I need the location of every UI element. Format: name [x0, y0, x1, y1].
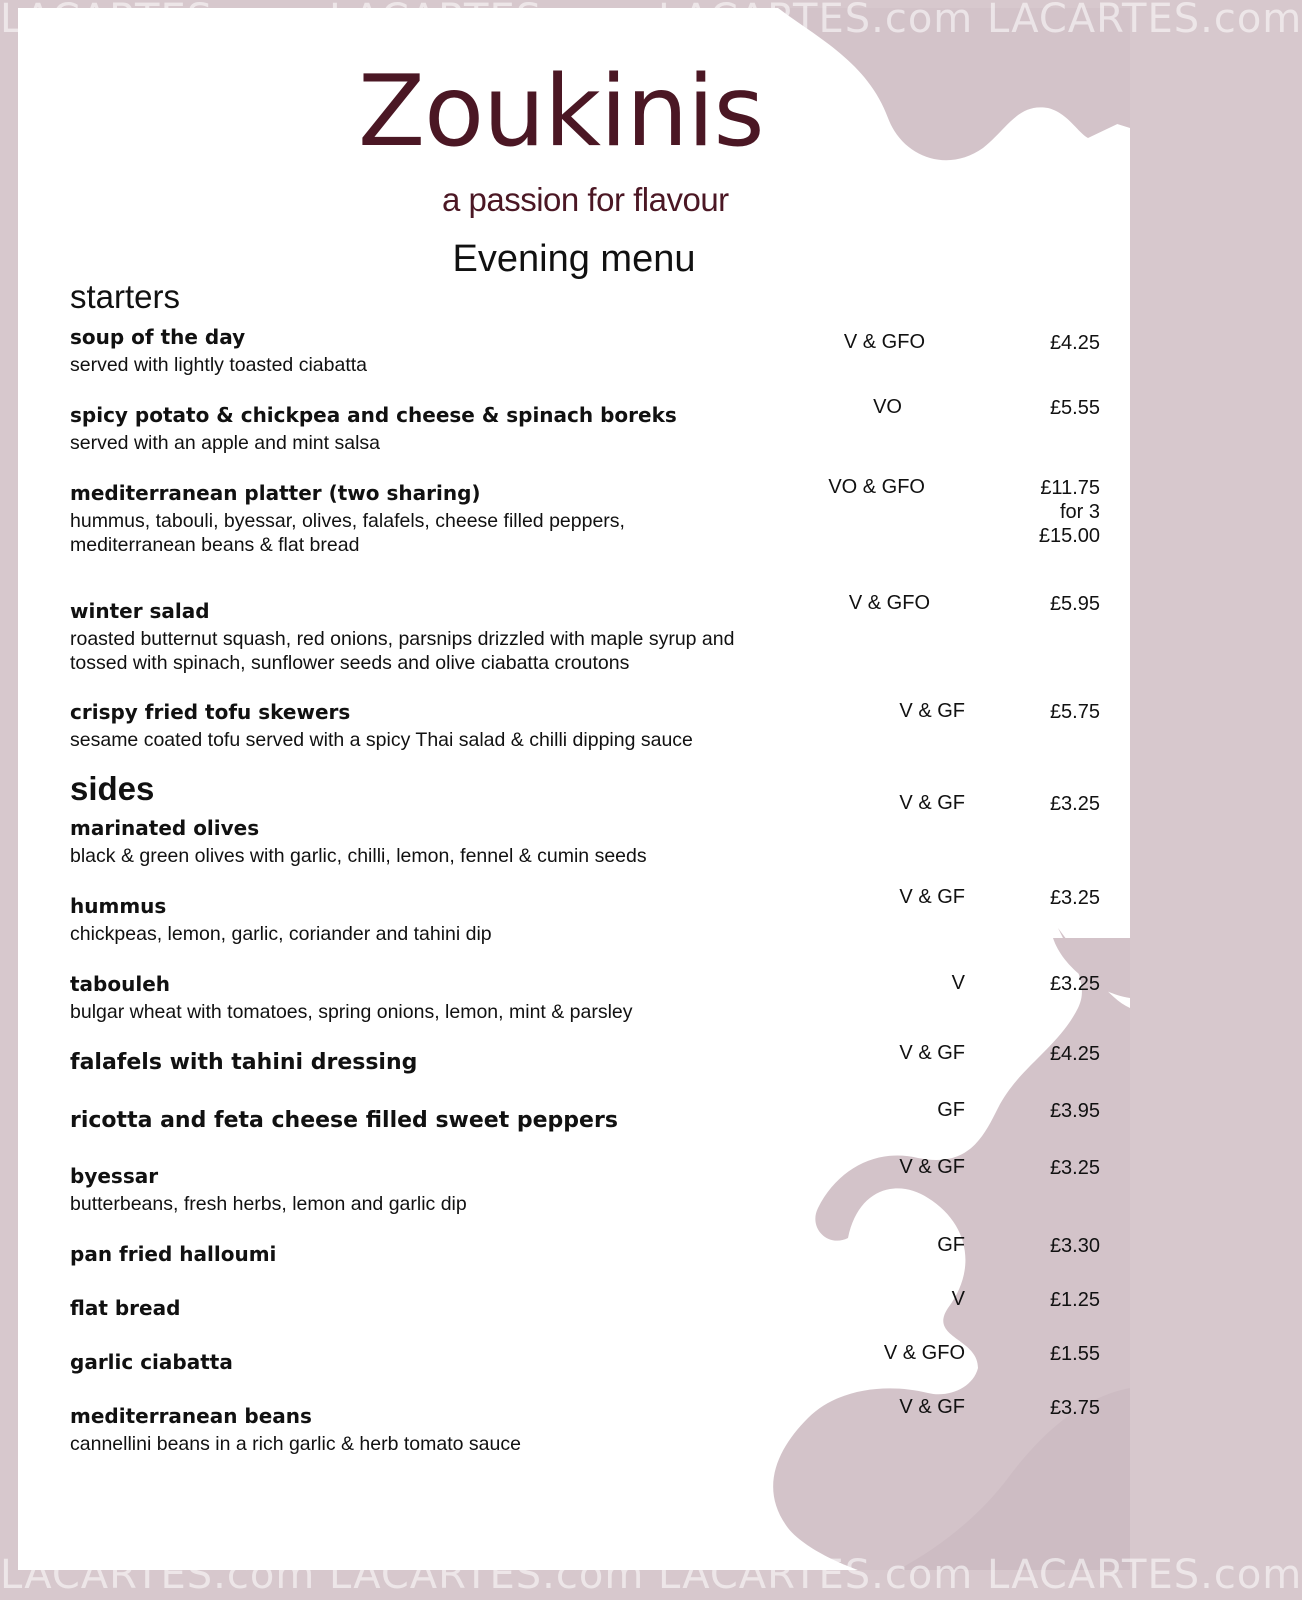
- item-price: £1.25: [1049, 1289, 1100, 1311]
- restaurant-logo: [358, 55, 778, 233]
- menu-item: [70, 476, 1120, 561]
- item-name: mediterranean platter (two sharing): [70, 481, 481, 505]
- item-price: £5.95: [1049, 593, 1100, 615]
- item-description: sesame coated tofu served with a spicy Thai salad & chilli dipping sauce: [70, 729, 693, 751]
- item-price: £3.75: [1049, 1397, 1100, 1419]
- item-description: cannellini beans in a rich garlic & herb tomato sauce: [70, 1433, 521, 1455]
- item-name: mediterranean beans: [70, 1404, 312, 1428]
- item-dietary: V & GF: [899, 886, 965, 908]
- item-dietary: V: [951, 1288, 965, 1310]
- item-price: £4.25: [1049, 332, 1100, 354]
- item-name: spicy potato & chickpea and cheese & spinach boreks: [70, 403, 677, 427]
- item-price: [1039, 476, 1100, 548]
- item-name: marinated olives: [70, 816, 260, 840]
- item-name: falafels with tahini dressing: [70, 1050, 418, 1075]
- menu-item: [70, 1156, 1120, 1224]
- menu-item: [70, 1042, 1120, 1084]
- menu-item: [70, 700, 1120, 760]
- item-name: crispy fried tofu skewers: [70, 700, 351, 724]
- menu-item: [70, 592, 1120, 679]
- item-dietary: V & GFO: [883, 1342, 965, 1364]
- item-name: pan fried halloumi: [70, 1242, 277, 1266]
- item-price-three: £15.00: [1038, 525, 1100, 547]
- item-dietary: V: [951, 972, 965, 994]
- item-description: roasted butternut squash, red onions, parsnips drizzled with maple syrup and tossed with spinach, sunflower seeds and olive ciabatta croutons: [70, 628, 735, 674]
- item-name: soup of the day: [70, 325, 246, 349]
- menu-item: [70, 1288, 1120, 1330]
- item-price: £3.25: [1049, 973, 1100, 995]
- item-price: £3.30: [1049, 1235, 1100, 1257]
- menu-item: [70, 792, 1120, 876]
- menu-sheet: [18, 8, 1130, 1570]
- item-description: chickpeas, lemon, garlic, coriander and tahini dip: [70, 923, 492, 945]
- item-price-two: £11.75: [1040, 477, 1100, 499]
- menu-item: [70, 1234, 1120, 1276]
- watermark-bottom: LACARTES.com LACARTES.com LACARTES.com LACARTES.com: [0, 1552, 1302, 1598]
- item-description: butterbeans, fresh herbs, lemon and garlic dip: [70, 1193, 467, 1215]
- item-dietary: V & GF: [899, 700, 965, 722]
- item-dietary: V & GFO: [843, 331, 925, 353]
- item-price-label-three: for 3: [1059, 501, 1100, 523]
- item-name: garlic ciabatta: [70, 1350, 233, 1374]
- item-description: bulgar wheat with tomatoes, spring onions, lemon, mint & parsley: [70, 1001, 633, 1023]
- item-dietary: V & GF: [899, 1396, 965, 1418]
- item-price: £3.25: [1049, 793, 1100, 815]
- item-price: £3.25: [1049, 887, 1100, 909]
- item-dietary: V & GFO: [848, 592, 930, 614]
- watermark-top: LACARTES.com LACARTES.com LACARTES.com LACARTES.com: [0, 0, 1302, 42]
- item-dietary: V & GF: [899, 792, 965, 814]
- item-price: £3.95: [1049, 1100, 1100, 1122]
- menu-item: [70, 396, 1120, 463]
- item-dietary: V & GF: [899, 1156, 965, 1178]
- menu-item: [70, 1396, 1120, 1464]
- item-description: hummus, tabouli, byessar, olives, falafels, cheese filled peppers, mediterranean beans & flat bread: [70, 510, 625, 556]
- item-price: £3.25: [1049, 1157, 1100, 1179]
- item-price: £5.75: [1049, 701, 1100, 723]
- item-name: flat bread: [70, 1296, 181, 1320]
- item-dietary: VO: [873, 396, 902, 418]
- menu-item: [70, 1342, 1120, 1384]
- item-price: £4.25: [1049, 1043, 1100, 1065]
- item-name: tabouleh: [70, 972, 171, 996]
- section-heading-sides: sides: [70, 770, 155, 807]
- item-name: winter salad: [70, 599, 210, 623]
- item-name: byessar: [70, 1164, 159, 1188]
- section-heading-starters: starters: [70, 278, 181, 315]
- menu-item: [70, 1099, 1120, 1142]
- menu-item: [70, 886, 1120, 954]
- page-title: Evening menu: [452, 238, 696, 280]
- item-name: ricotta and feta cheese filled sweet peppers: [70, 1108, 618, 1133]
- item-description: served with lightly toasted ciabatta: [70, 354, 367, 376]
- menu-item: [70, 972, 1120, 1032]
- item-description: black & green olives with garlic, chilli, lemon, fennel & cumin seeds: [70, 845, 647, 867]
- item-description: served with an apple and mint salsa: [70, 432, 381, 454]
- item-name: hummus: [70, 894, 167, 918]
- menu-item: [70, 325, 1120, 385]
- logo-tagline: a passion for flavour: [442, 181, 729, 218]
- item-price: £1.55: [1049, 1343, 1100, 1365]
- logo-name: Zoukinis: [358, 55, 764, 169]
- item-dietary: GF: [937, 1234, 965, 1256]
- item-dietary: GF: [937, 1099, 965, 1121]
- item-dietary: V & GF: [899, 1042, 965, 1064]
- item-dietary: VO & GFO: [828, 476, 925, 498]
- item-price: £5.55: [1049, 397, 1100, 419]
